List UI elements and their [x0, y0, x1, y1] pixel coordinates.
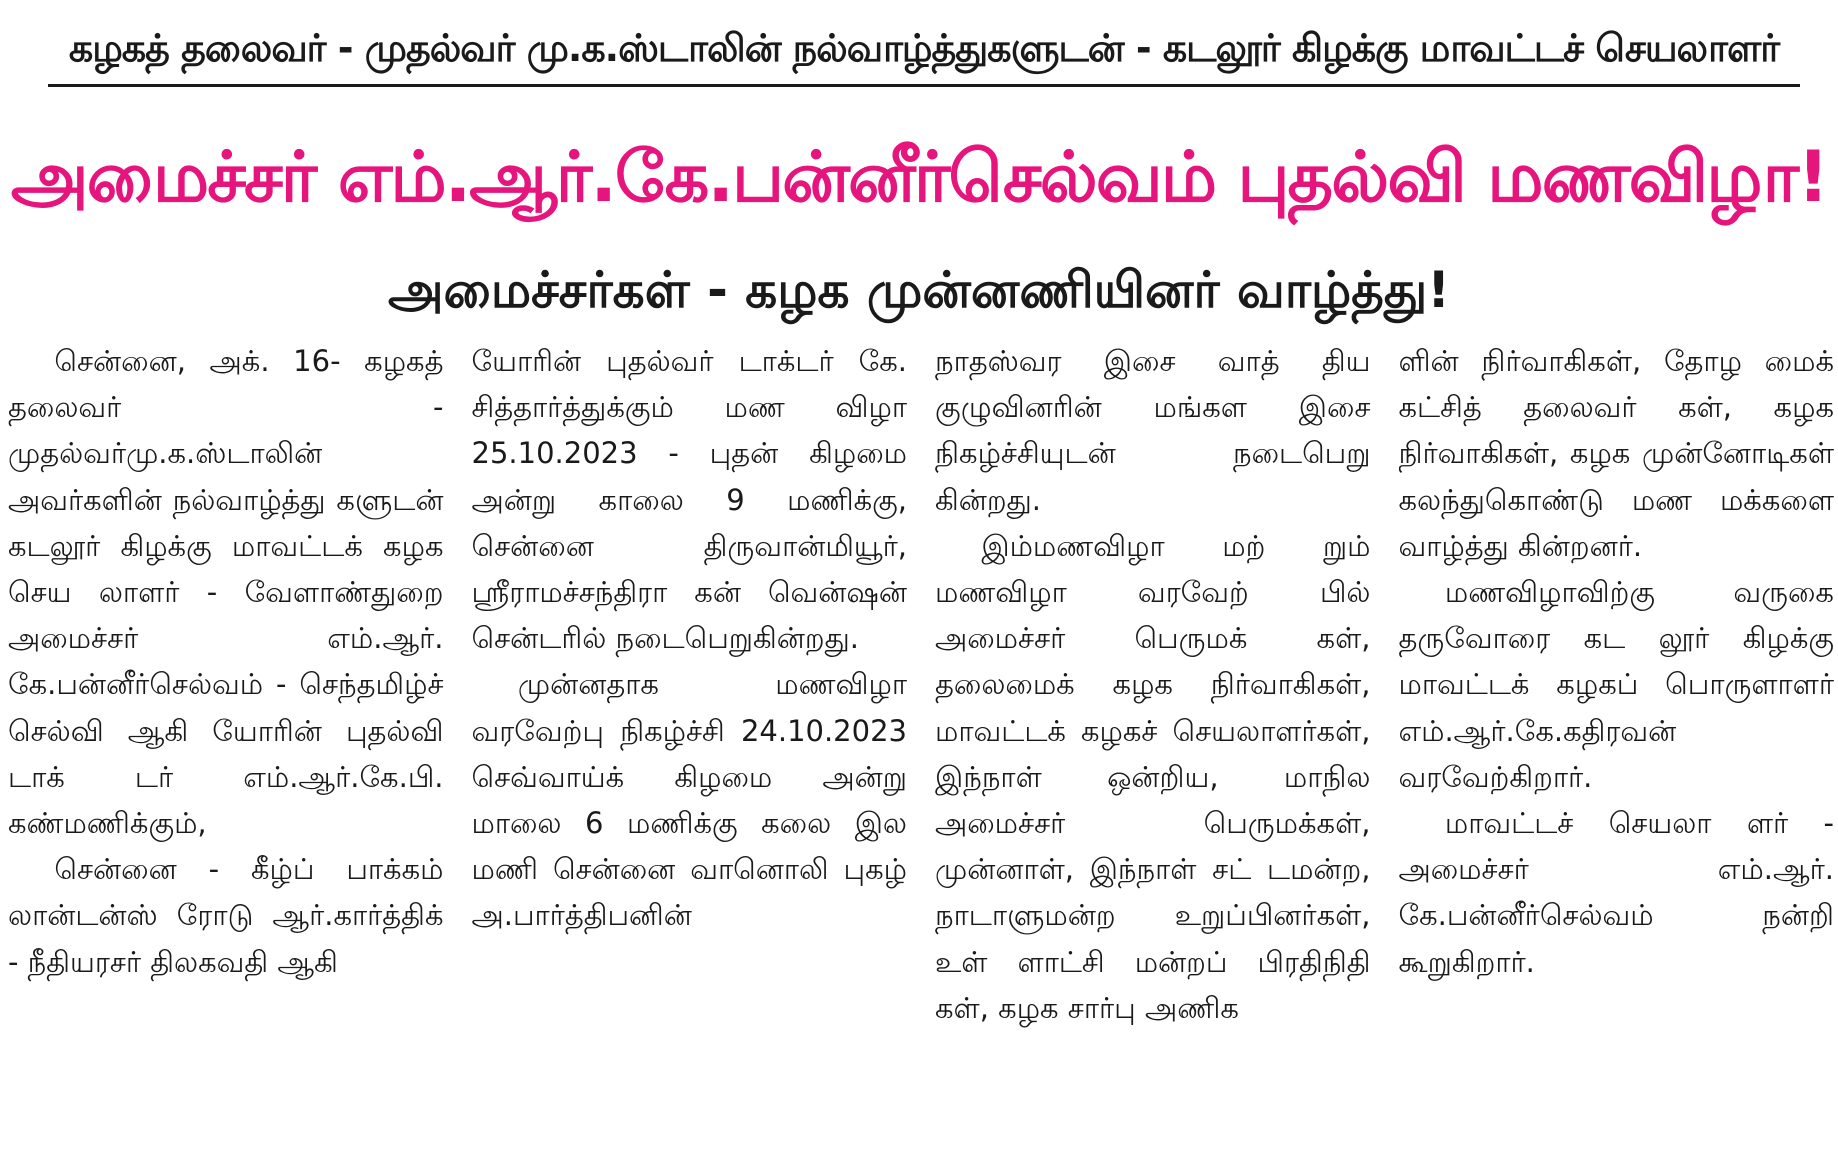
- article-column-3: [935, 338, 1371, 1138]
- article-column-2: [472, 338, 908, 1138]
- kicker-line: கழகத் தலைவர் - முதல்வர் மு.க.ஸ்டாலின் நல்வாழ்த்துகளுடன் - கடலூர் கிழக்கு மாவட்டச் செயலாளர்: [68, 26, 1780, 70]
- article-column-1: [8, 338, 444, 1138]
- paragraph: மணவிழாவிற்கு வருகை தருவோரை கட லூர் கிழக்கு மாவட்டக் கழகப் பொருளாளர் எம்.ஆர்.கே.கதிரவன் வரவேற்கிறார்.: [1398, 575, 1834, 794]
- article-column-4: [1399, 338, 1835, 1138]
- paragraph: இம்மணவிழா மற் றும் மணவிழா வரவேற் பில் அமைச்சர் பெருமக் கள், தலைமைக் கழக நிர்வாகிகள், மாவட்டக் கழகச் செயலாளர்கள், இந்நாள் ஒன்றிய, மாநில அமைச்சர் பெருமக்கள், முன்னாள், இந்நாள் சட் டமன்ற, நாடாளுமன்ற உறுப்பினர்கள், உள் ளாட்சி மன்றப் பிரதிநிதி கள், கழக சார்பு அணிக: [935, 528, 1371, 1025]
- subheadline: அமைச்சர்கள் - கழக முன்னணியினர் வாழ்த்து!: [387, 261, 1450, 319]
- paragraph: முன்னதாக மணவிழா வரவேற்பு நிகழ்ச்சி 24.10.2023 செவ்வாய்க் கிழமை அன்று மாலை 6 மணிக்கு கலை இல மணி சென்னை வானொலி புகழ் அ.பார்த்திபனின்: [471, 667, 907, 933]
- headline: அமைச்சர் எம்.ஆர்.கே.பன்னீர்செல்வம் புதல்வி மணவிழா!: [10, 136, 1828, 218]
- paragraph: சென்னை - கீழ்ப் பாக்கம் லான்டன்ஸ் ரோடு ஆர்.கார்த்திக் - நீதியரசர் திலகவதி ஆகி: [8, 852, 444, 979]
- paragraph: ளின் நிர்வாகிகள், தோழ மைக் கட்சித் தலைவர் கள், கழக நிர்வாகிகள், கழக முன்னோடிகள் கலந்துகொண்டு மண மக்களை வாழ்த்து கின்றனர்.: [1398, 344, 1834, 563]
- article-body: [8, 338, 1834, 1138]
- kicker-divider: [48, 84, 1800, 87]
- paragraph: சென்னை, அக். 16- கழகத் தலைவர் - முதல்வர்மு.க.ஸ்டாலின் அவர்களின் நல்வாழ்த்து களுடன் கடலூர் கிழக்கு மாவட்டக் கழக செய லாளர் - வேளாண்துறை அமைச்சர் எம்.ஆர். கே.பன்னீர்செல்வம் - செந்தமிழ்ச் செல்வி ஆகி யோரின் புதல்வி டாக் டர் எம்.ஆர்.கே.பி. கண்மணிக்கும்,: [8, 344, 444, 841]
- paragraph: நாதஸ்வர இசை வாத் திய குழுவினரின் மங்கள இசை நிகழ்ச்சியுடன் நடைபெறு கின்றது.: [935, 344, 1371, 517]
- paragraph: யோரின் புதல்வர் டாக்டர் கே. சித்தார்த்துக்கும் மண விழா 25.10.2023 - புதன் கிழமை அன்று காலை 9 மணிக்கு, சென்னை திருவான்மியூர், ஸ்ரீராமச்சந்திரா கன் வென்ஷன் சென்டரில் நடைபெறுகின்றது.: [471, 344, 907, 656]
- paragraph: மாவட்டச் செயலா ளர் - அமைச்சர் எம்.ஆர். கே.பன்னீர்செல்வம் நன்றி கூறுகிறார்.: [1398, 806, 1834, 979]
